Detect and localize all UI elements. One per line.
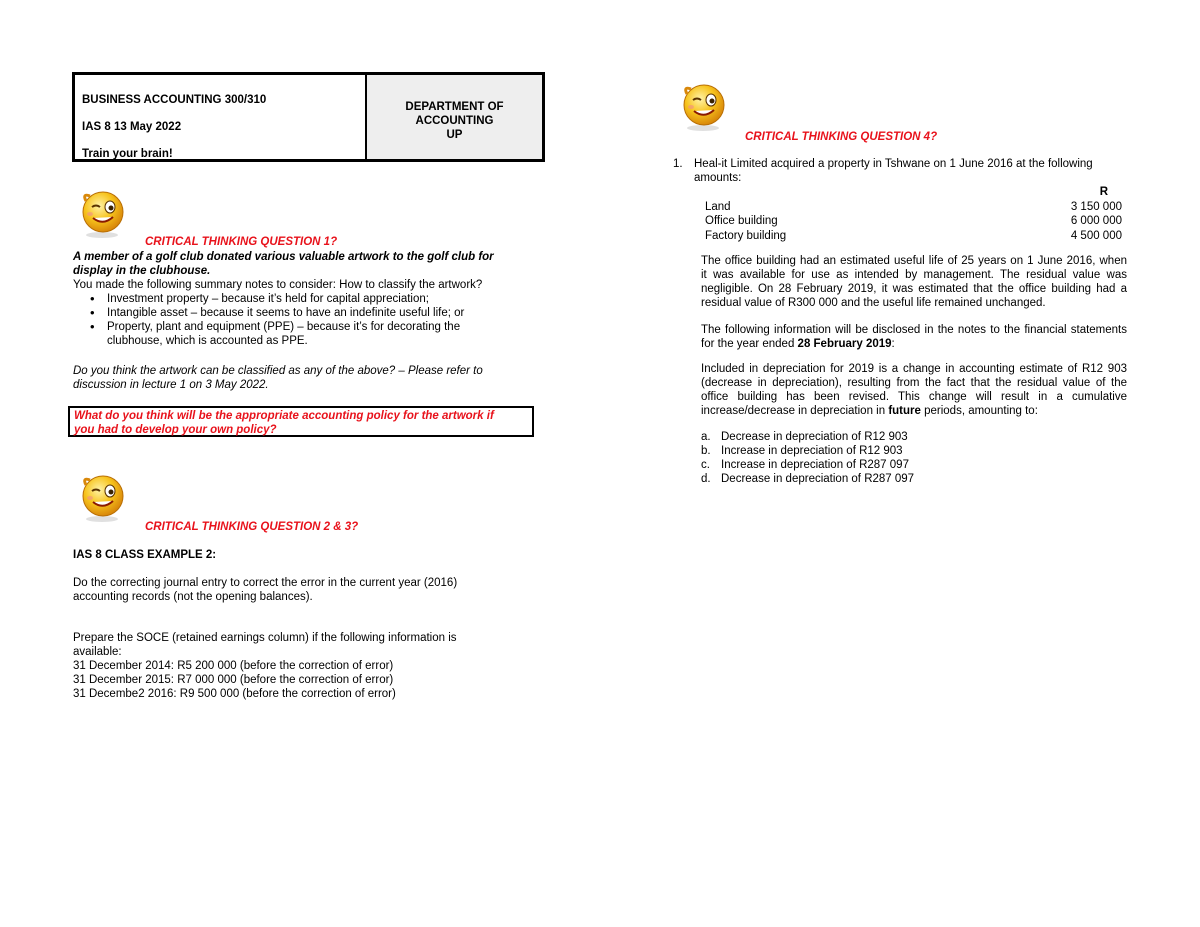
q1-discussion: Do you think the artwork can be classified as any of the above? – Please refer to discussion in lecture 1 on 3 May 2022. [73,365,483,391]
department-label: DEPARTMENT OF ACCOUNTING UP [367,75,542,159]
table-row: Land 3 150 000 [705,200,1122,213]
winking-emoji-icon [76,187,128,239]
balance-row: 31 December 2014: R5 200 000 (before the correction of error) [73,660,394,672]
q2-task2: Prepare the SOCE (retained earnings column) if the following information is available: 31 December 2014: R5 200 000 (before the correction of error) 31 December 2015: R7 000 000 (before the correction of error) 31 Decembe2 2016: R9 500 000 (before the correction of error) [73,631,543,701]
q2-heading: CRITICAL THINKING QUESTION 2 & 3? [145,521,359,533]
list-item: • Property, plant and equipment (PPE) – because it’s for decorating the [73,320,543,334]
list-item: d. Decrease in depreciation of R287 097 [701,473,915,485]
winking-emoji-icon [677,80,729,132]
header-box [72,72,545,162]
standard-date: IAS 8 13 May 2022 [82,121,182,133]
q1-heading: CRITICAL THINKING QUESTION 1? [145,236,338,248]
q4-para2: The following information will be disclosed in the notes to the financial statements for the year ended 28 February 2019: [701,324,1127,350]
q4-para1: The office building had an estimated useful life of 25 years on 1 June 2016, when it was available for use as intended by management. The residual value was negligible. On 28 February 2019, it was estimated that the office building had a residual value of R300 000 and the useful life remained unchanged. [701,255,1127,309]
table-row: Office building 6 000 000 [705,215,1122,228]
q1-bullet-list [73,292,543,334]
table-row: Factory building 4 500 000 [705,229,1122,242]
q1-intro-line2: display in the clubhouse. [73,265,211,277]
q1-bullet-continuation: clubhouse, which is accounted as PPE. [107,335,308,347]
q4-amounts-table [705,185,1122,243]
q1-policy-box: What do you think will be the appropriate accounting policy for the artwork if you had to develop your own policy? [68,406,534,437]
q1-notes: You made the following summary notes to consider: How to classify the artwork? [73,279,483,291]
motto: Train your brain! [82,148,173,160]
balance-row: 31 Decembe2 2016: R9 500 000 (before the correction of error) [73,688,396,700]
header-course-info [75,75,367,159]
list-item: • Intangible asset – because it seems to have an indefinite useful life; or [73,306,543,320]
list-item: b. Increase in depreciation of R12 903 [701,445,903,457]
q4-intro: Heal-it Limited acquired a property in Tshwane on 1 June 2016 at the following amounts: [694,158,1093,184]
q4-para3: Included in depreciation for 2019 is a change in accounting estimate of R12 903 (decrease in depreciation), resulting from the fact that the residual value of the office building has been revised. This change will result in a cumulative increase/decrease in depreciation in future periods, amounting to: [701,363,1127,417]
balance-row: 31 December 2015: R7 000 000 (before the correction of error) [73,674,394,686]
winking-emoji-icon [76,471,128,523]
q2-example-title: IAS 8 CLASS EXAMPLE 2: [73,549,217,561]
course-title: BUSINESS ACCOUNTING 300/310 [82,94,267,106]
list-item: a. Decrease in depreciation of R12 903 [701,431,908,443]
list-item: c. Increase in depreciation of R287 097 [701,459,909,471]
q4-number: 1. [673,158,683,170]
q2-task1: Do the correcting journal entry to correct the error in the current year (2016) accounting records (not the opening balances). [73,577,458,603]
q1-body [73,250,543,348]
q4-options-list [701,430,1127,486]
currency-header: R [1099,186,1108,199]
list-item: • Investment property – because it’s held for capital appreciation; [73,292,543,306]
q1-intro-line1: A member of a golf club donated various valuable artwork to the golf club for [73,251,494,263]
q4-heading: CRITICAL THINKING QUESTION 4? [745,131,938,143]
